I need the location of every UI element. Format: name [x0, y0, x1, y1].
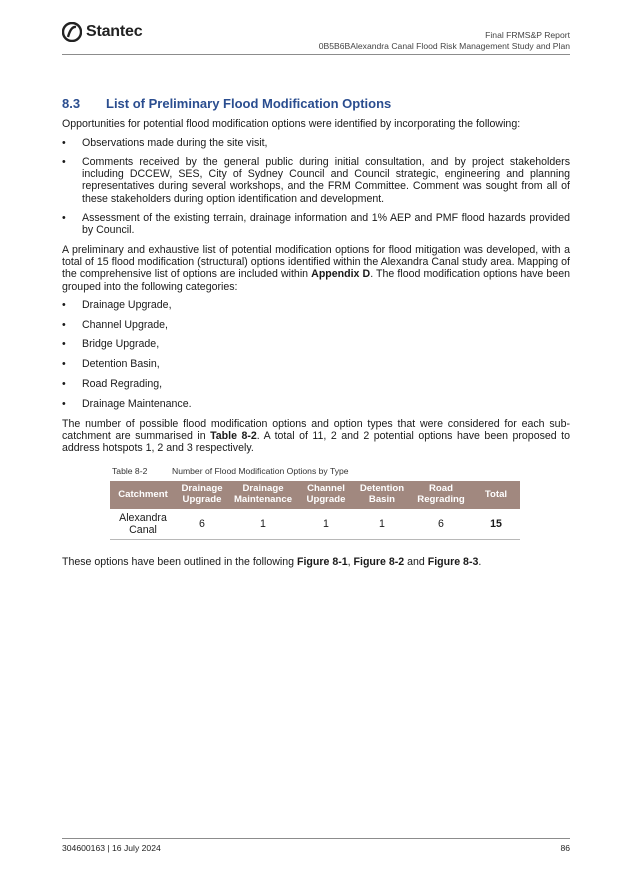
- section-heading: [62, 98, 570, 110]
- table-row: [110, 509, 520, 540]
- table-cell: 6: [410, 509, 472, 540]
- text-run: The number of possible flood modification options and option types that were considered for each sub-catchment are summarised in: [62, 417, 570, 442]
- table-cell: 1: [354, 509, 410, 540]
- header-cell: Drainage Maintenance: [228, 481, 298, 509]
- report-subtitle: 0B5B6BAlexandra Canal Flood Risk Management Study and Plan: [318, 41, 570, 51]
- footer-doc-info: 304600163 | 16 July 2024: [62, 843, 161, 853]
- list-item: • Bridge Upgrade,: [62, 338, 570, 350]
- text-run: . A total of 11, 2 and 2 potential options have been proposed to address hotspots 1, 2 and 3 respectively.: [62, 429, 570, 455]
- table-cell: 1: [228, 509, 298, 540]
- list-item: • Comments received by the general public during initial consultation, and by project stakeholders including DCCEW, SES, City of Sydney Council and Council strategic, engineering and planning representatives during several workshops, and the FRM Committee. Comment was sought from all of these stakeholders during option identification and development.: [62, 156, 570, 205]
- flood-options-table: [110, 481, 520, 541]
- source-bullet-list: [62, 137, 570, 237]
- footer-divider: [62, 838, 570, 839]
- report-title: Final FRMS&P Report: [485, 30, 570, 40]
- table-header-row: [110, 481, 520, 509]
- list-item: • Road Regrading,: [62, 378, 570, 390]
- table-cell-total: 15: [472, 509, 520, 540]
- text-run: A preliminary and exhaustive list of potential modification options for flood mitigation was developed, with a total of 15 flood modification (structural) options identified within the Alexandra Canal study area. Mapping of the comprehensive list of options are included within: [62, 243, 570, 281]
- figure-reference: Figure 8-3: [427, 556, 479, 569]
- stantec-logo-icon: [62, 22, 82, 42]
- header-report-info: [319, 30, 570, 52]
- list-item: • Channel Upgrade,: [62, 319, 570, 331]
- options-paragraph: [62, 244, 570, 293]
- stantec-logo: [62, 22, 142, 42]
- header-cell: Drainage Upgrade: [176, 481, 228, 509]
- list-item: • Drainage Upgrade,: [62, 299, 570, 311]
- figure-reference: Figure 8-1: [297, 556, 348, 569]
- header-cell: Catchment: [110, 481, 176, 509]
- section-title: List of Preliminary Flood Modification Options: [106, 96, 392, 111]
- logo-text: Stantec: [86, 23, 143, 40]
- table-cell: 6: [176, 509, 228, 540]
- header-cell: Channel Upgrade: [298, 481, 354, 509]
- list-item: • Drainage Maintenance.: [62, 398, 570, 410]
- list-item: • Assessment of the existing terrain, drainage information and 1% AEP and PMF flood hazards provided by Council.: [62, 212, 570, 237]
- page-number: 86: [560, 843, 570, 853]
- header-cell: Total: [472, 481, 520, 509]
- section-number: 8.3: [62, 96, 81, 111]
- text-run: .: [478, 556, 482, 569]
- text-run: and: [404, 556, 428, 569]
- table-cell: 1: [298, 509, 354, 540]
- table-reference: Table 8-2: [210, 429, 257, 442]
- page-content: [62, 98, 570, 575]
- text-run: . The flood modification options have been grouped into the following categories:: [62, 268, 570, 293]
- table-cell: Alexandra Canal: [110, 509, 176, 540]
- header-cell: Road Regrading: [410, 481, 472, 509]
- category-bullet-list: [62, 299, 570, 410]
- text-run: ,: [347, 556, 354, 569]
- figures-paragraph: [62, 556, 570, 568]
- figure-reference: Figure 8-2: [353, 556, 405, 569]
- table-caption-number: Table 8-2: [112, 465, 148, 476]
- appendix-reference: Appendix D: [311, 268, 371, 281]
- header-divider: [62, 54, 570, 55]
- page-header: [62, 18, 570, 58]
- list-item: • Observations made during the site visit,: [62, 137, 570, 149]
- list-item: • Detention Basin,: [62, 358, 570, 370]
- text-run: These options have been outlined in the following: [62, 556, 297, 569]
- header-cell: Detention Basin: [354, 481, 410, 509]
- summary-paragraph: [62, 418, 570, 455]
- intro-paragraph: Opportunities for potential flood modification options were identified by incorporating the following:: [62, 118, 521, 131]
- table-caption: [112, 465, 570, 477]
- table-caption-title: Number of Flood Modification Options by Type: [172, 465, 349, 476]
